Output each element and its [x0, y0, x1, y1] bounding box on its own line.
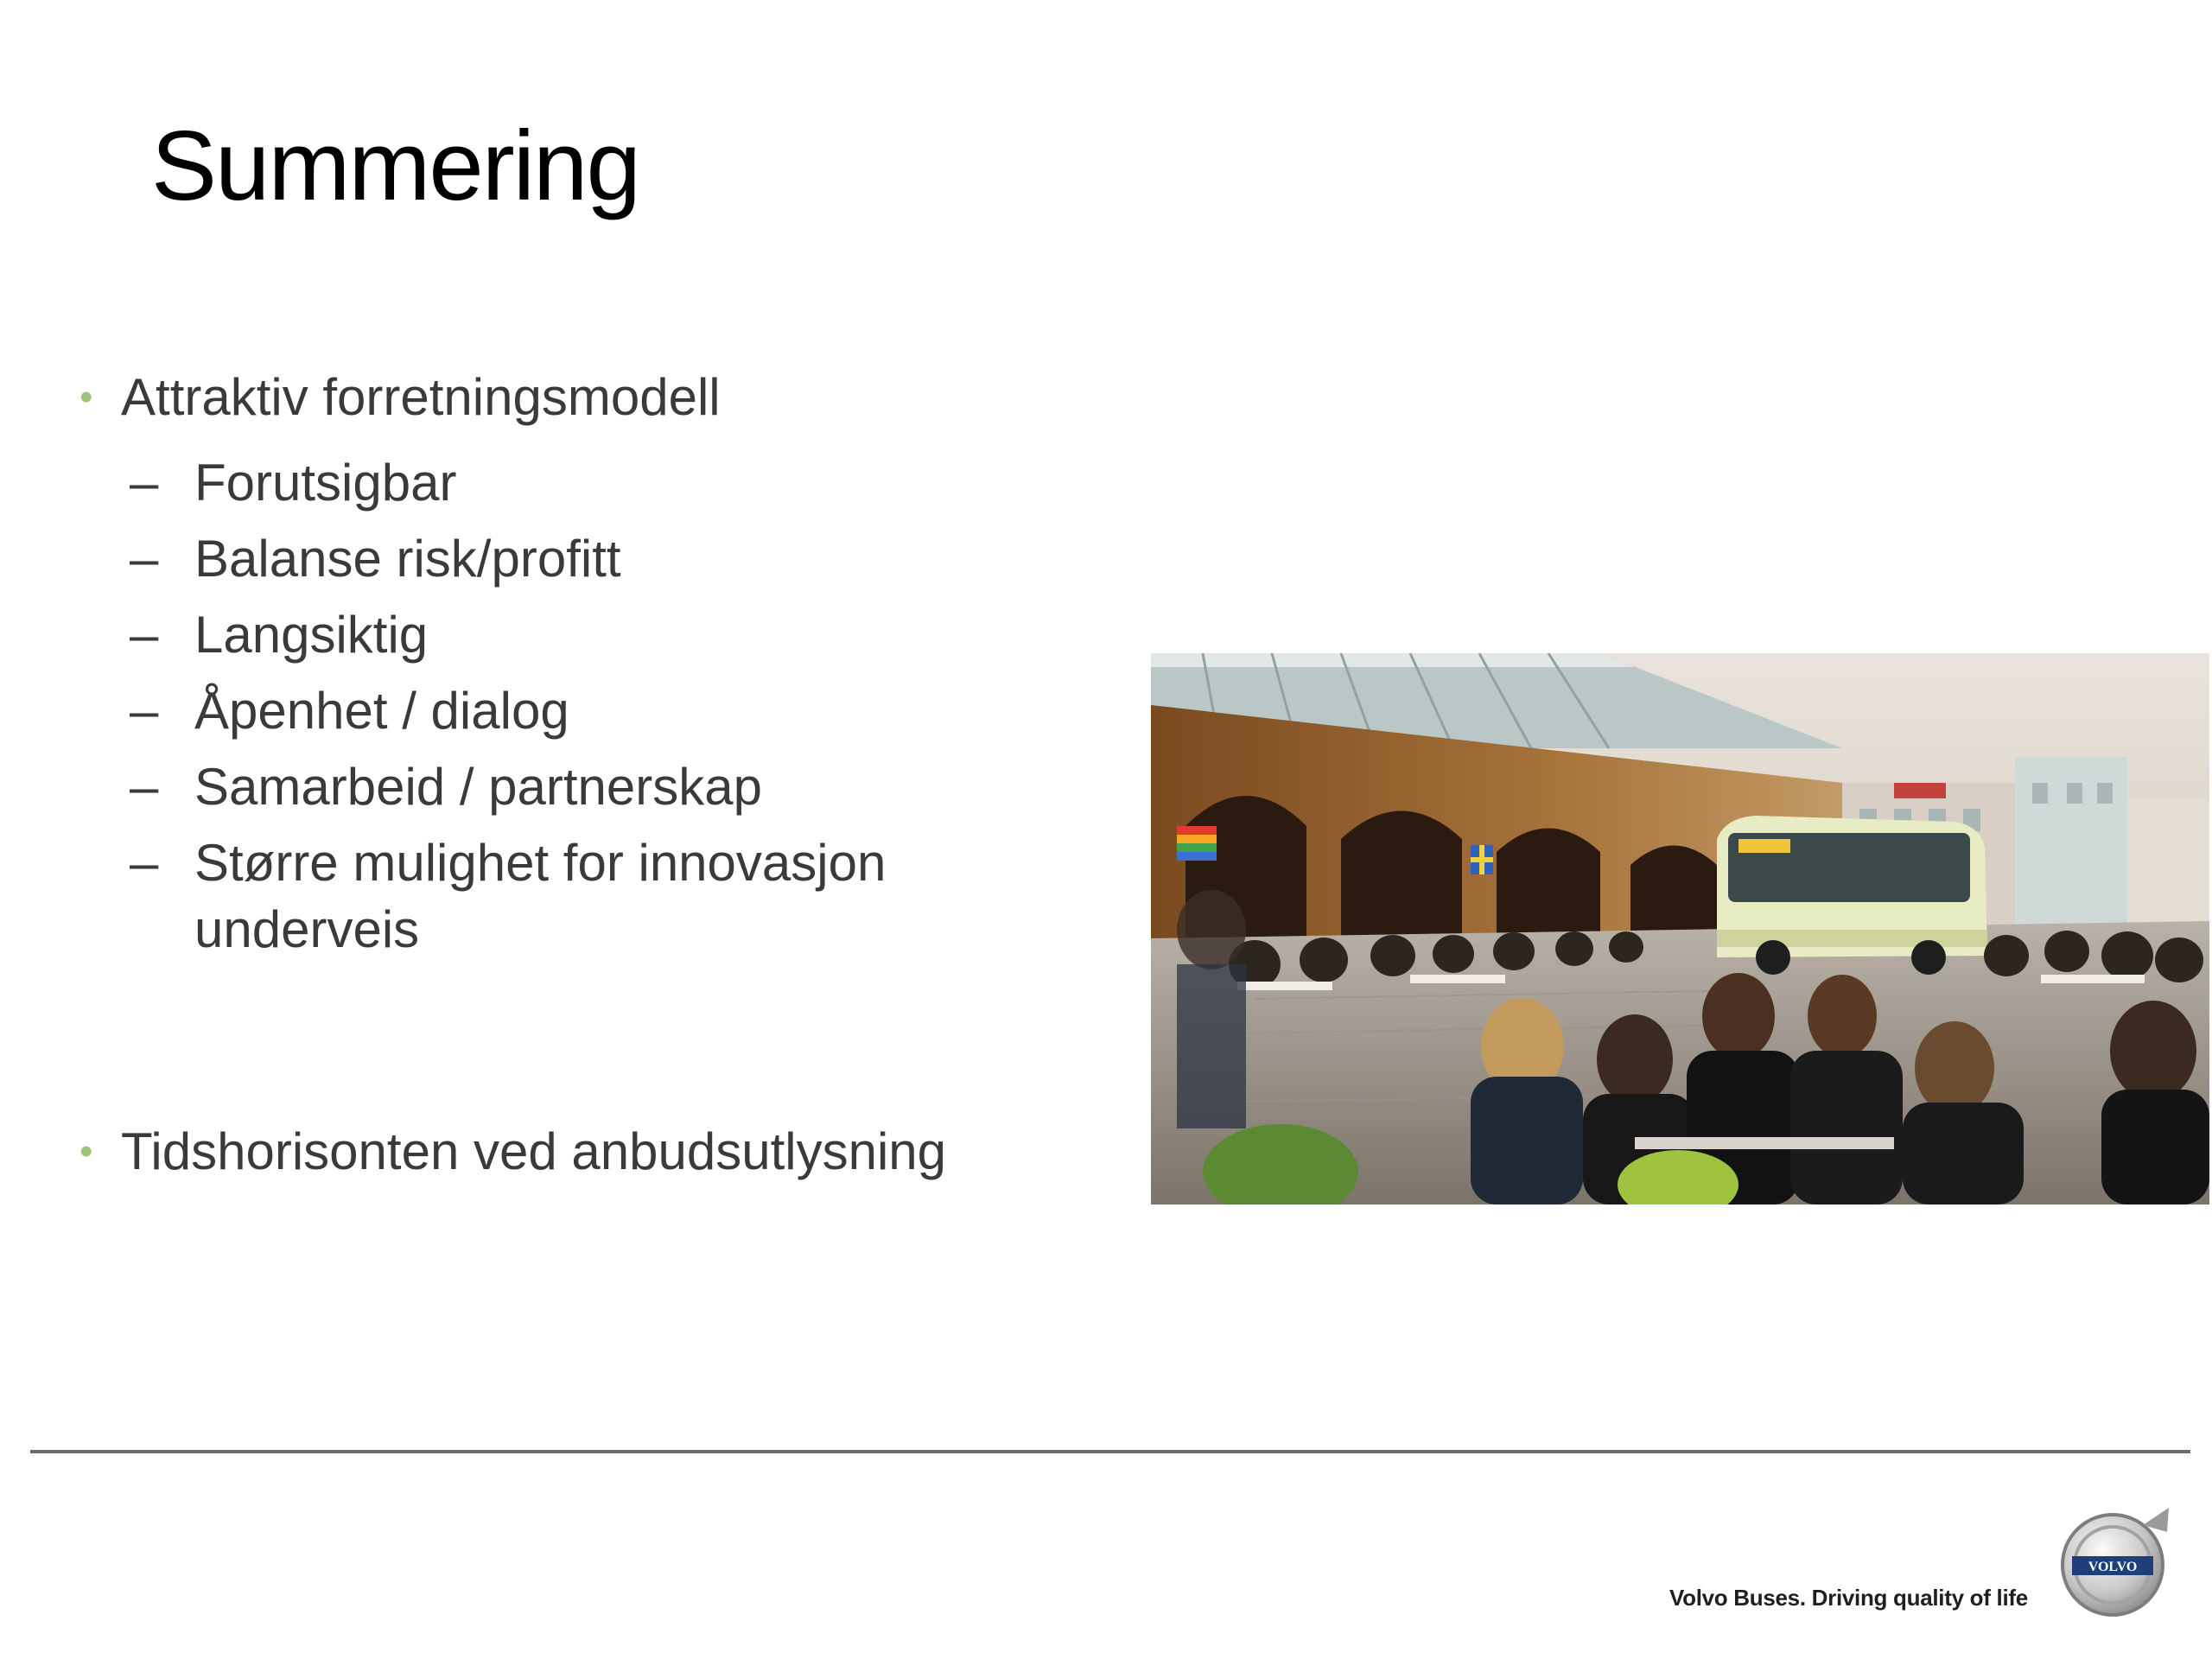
bullet-text: Tidshorisonten ved anbudsutlysning	[121, 1122, 947, 1180]
sub-bullet-item	[130, 449, 1015, 516]
logo-wordmark: VOLVO	[2088, 1560, 2138, 1574]
bullet-dot: •	[79, 1130, 93, 1173]
sub-bullet-text: Større mulighet for innovasjon underveis	[194, 834, 887, 958]
sub-bullet-dash: –	[130, 758, 159, 816]
sub-bullet-item	[130, 601, 1015, 668]
sub-bullet-dash: –	[130, 530, 159, 588]
sub-bullet-text: Forutsigbar	[194, 454, 457, 512]
bullet-item-business-model	[79, 366, 721, 429]
sub-bullet-text: Langsiktig	[194, 606, 429, 664]
volvo-iron-mark-icon	[2056, 1499, 2177, 1620]
city-street-bus-photo	[1151, 653, 2209, 1205]
sub-bullet-list	[130, 449, 1015, 972]
sub-bullet-dash: –	[130, 454, 159, 512]
footer-divider	[30, 1450, 2190, 1453]
sub-bullet-text: Balanse risk/profitt	[194, 530, 621, 588]
bullet-text: Attraktiv forretningsmodell	[121, 368, 721, 426]
sub-bullet-item	[130, 677, 1015, 744]
photo-illustration	[1151, 653, 2209, 1205]
sub-bullet-item	[130, 753, 1015, 820]
sub-bullet-dash: –	[130, 834, 159, 892]
footer-tagline: Volvo Buses. Driving quality of life	[1669, 1585, 2028, 1611]
bullet-dot: •	[79, 376, 93, 418]
slide-title: Summering	[151, 111, 639, 221]
sub-bullet-item	[130, 525, 1015, 592]
sub-bullet-item	[130, 830, 1015, 963]
sub-bullet-text: Åpenhet / dialog	[194, 682, 569, 740]
sub-bullet-dash: –	[130, 606, 159, 664]
sub-bullet-dash: –	[130, 682, 159, 740]
sub-bullet-text: Samarbeid / partnerskap	[194, 758, 763, 816]
bullet-item-time-horizon	[79, 1121, 946, 1183]
